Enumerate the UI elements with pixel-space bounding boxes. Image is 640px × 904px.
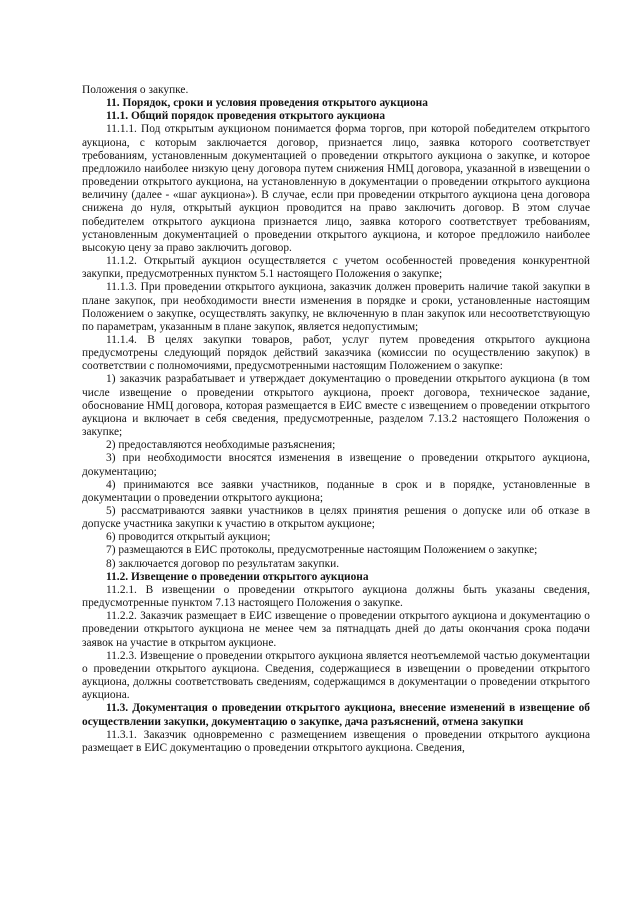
paragraph-11-2-3: 11.2.3. Извещение о проведении открытого аукциона является неотъемлемой частью документации о проведении открытого аукциона. Сведения, содержащиеся в извещении о проведении открытого аукциона, должны соответствовать сведениям, содержащимся в документации о проведении открытого аукциона. [82,649,590,702]
list-item: 4) принимаются все заявки участников, поданные в срок и в порядке, установленные в документации о проведении открытого аукциона; [82,478,590,504]
paragraph-11-1-1: 11.1.1. Под открытым аукционом понимается форма торгов, при которой победителем открытого аукциона, с которым заключается договор, признается лицо, заявка которого соответствует требованиям, установленным документацией о проведении открытого аукциона о закупке, и которое предложило наиболее низкую цену договора путем снижения НМЦ договора, указанной в извещении о проведении открытого аукциона, на установленную в документации о проведении открытого аукциона величину (далее - «шаг аукциона»). В случае, если при проведении открытого аукциона цена договора снижена до нуля, открытый аукцион проводится на право заключить договор. В этом случае победителем открытого аукциона признается лицо, заявка которого соответствует требованиям, установленным документацией о проведении открытого аукциона, и которое предложило наиболее высокую цену за право заключить договор. [82,123,590,254]
paragraph-11-2-2: 11.2.2. Заказчик размещает в ЕИС извещение о проведении открытого аукциона и документацию о проведении открытого аукциона не менее чем за пятнадцать дней до даты окончания срока подачи заявок на участие в открытом аукционе. [82,610,590,649]
subsection-11-3-heading: 11.3. Документация о проведении открытого аукциона, внесение изменений в извещение об осуществлении закупки, документацию о закупке, дача разъяснений, отмена закупки [82,702,590,728]
list-item: 3) при необходимости вносятся изменения в извещение о проведении открытого аукциона, документацию; [82,452,590,478]
list-item: 6) проводится открытый аукцион; [106,531,271,544]
paragraph-11-1-4: 11.1.4. В целях закупки товаров, работ, услуг путем проведения открытого аукциона предусмотрены следующий порядок действий заказчика (комиссии по осуществлению закупок) в соответствии с полномочиями, предусмотренными настоящим Положением о закупке: [82,333,590,373]
list-item: 1) заказчик разрабатывает и утверждает документацию о проведении открытого аукциона (в том числе извещение о проведении открытого аукциона, проект договора, техническое задание, обоснование НМЦ договора, которая размещается в ЕИС вместе с извещением о проведении открытого аукциона и включает в себя сведения, предусмотренные, разделом 7.13.2 настоящего Положения о закупке; [82,373,590,439]
list-item: 7) размещаются в ЕИС протоколы, предусмотренные настоящим Положением о закупке; [106,544,538,557]
paragraph-11-3-1: 11.3.1. Заказчик одновременно с размещением извещения о проведении открытого аукциона размещает в ЕИС документацию о проведении открытого аукциона. Сведения, [82,728,590,754]
paragraph-11-1-3: 11.1.3. При проведении открытого аукциона, заказчик должен проверить наличие такой закупки в плане закупок, при необходимости внести изменения в порядке и сроки, установленные настоящим Положением о закупке, осуществлять закупку, не включенную в план закупок или несоответствующую по параметрам, указанным в плане закупок, является недопустимым; [82,281,590,333]
document-page [82,84,590,755]
paragraph-11-1-2: 11.1.2. Открытый аукцион осуществляется с учетом особенностей проведения конкурентной закупки, предусмотренных пунктом 5.1 настоящего Положения о закупке; [82,255,590,281]
paragraph-11-2-1: 11.2.1. В извещении о проведении открытого аукциона должны быть указаны сведения, предусмотренные пунктом 7.13 настоящего Положения о закупке. [82,583,590,610]
list-item: 8) заключается договор по результатам закупки. [106,557,340,570]
list-item: 5) рассматриваются заявки участников в целях принятия решения о допуске или об отказе в допуске участника закупки к участию в открытом аукционе; [82,505,590,531]
section-11-heading: 11. Порядок, сроки и условия проведения открытого аукциона [106,97,428,110]
list-item: 2) предоставляются необходимые разъяснения; [106,439,336,452]
subsection-11-1-heading: 11.1. Общий порядок проведения открытого аукциона [106,110,386,123]
intro-line: Положения о закупке. [82,84,189,96]
subsection-11-2-heading: 11.2. Извещение о проведении открытого аукциона [106,570,369,583]
